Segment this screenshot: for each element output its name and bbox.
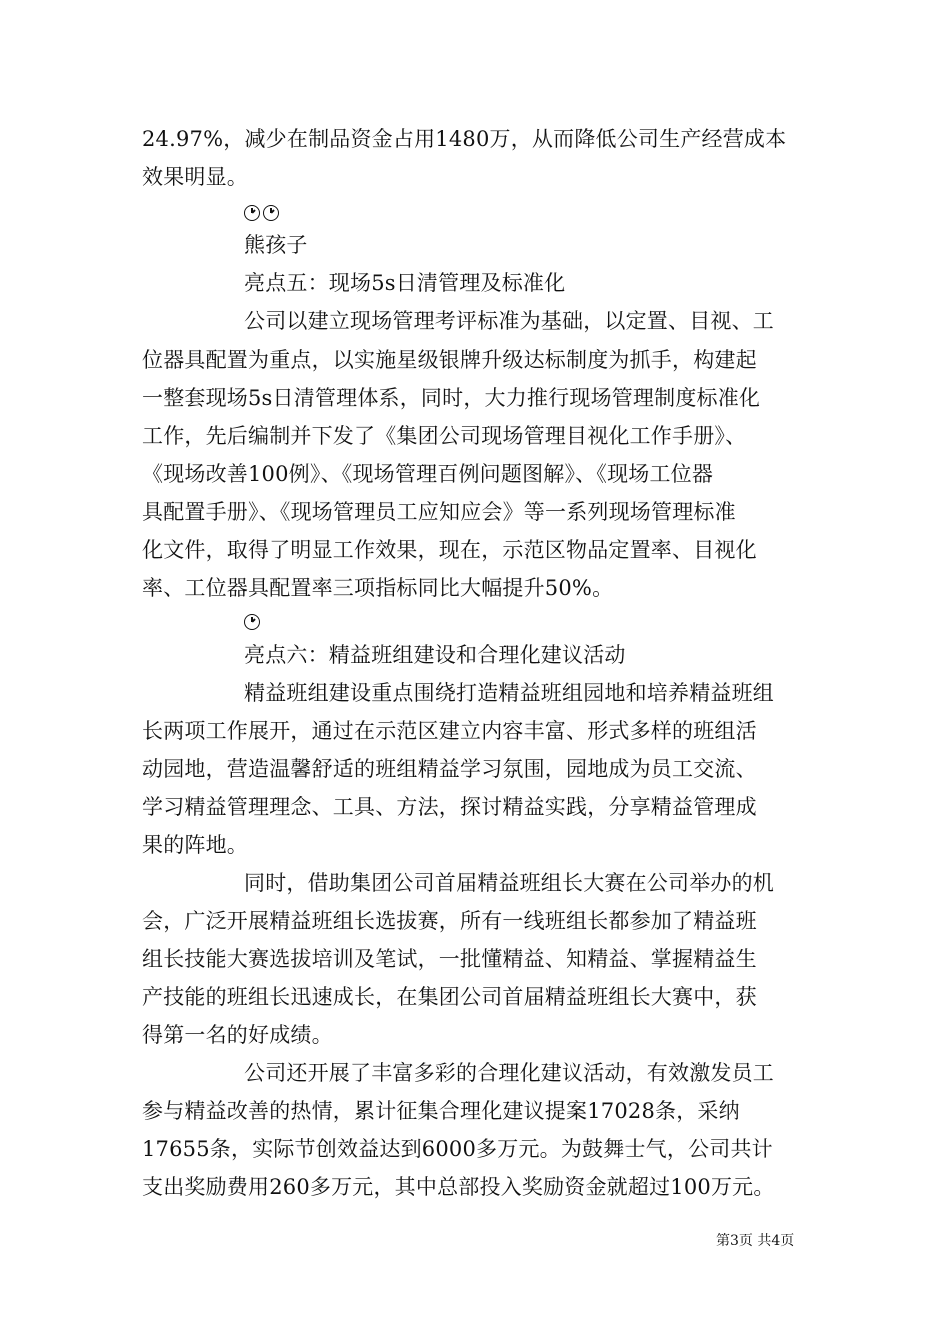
text-line: 一整套现场5s日清管理体系，同时，大力推行现场管理制度标准化 <box>142 386 761 410</box>
text-line: 参与精益改善的热情，累计征集合理化建议提案17028条，采纳 <box>142 1099 740 1123</box>
text-line: 动园地，营造温馨舒适的班组精益学习氛围，园地成为员工交流、 <box>142 757 757 781</box>
text-line: 长两项工作展开，通过在示范区建立内容丰富、形式多样的班组活 <box>142 719 757 743</box>
text-line: 位器具配置为重点，以实施星级银牌升级达标制度为抓手，构建起 <box>142 348 757 372</box>
text-line: 具配置手册》、《现场管理员工应知应会》等一系列现场管理标准 <box>142 500 736 524</box>
page-number: 第3页 共4页 <box>716 1233 795 1249</box>
text-line: 公司还开展了丰富多彩的合理化建议活动，有效激发员工 <box>244 1061 774 1085</box>
clock-icon <box>263 205 279 221</box>
text-line: 组长技能大赛选拔培训及笔试，一批懂精益、知精益、掌握精益生 <box>142 947 757 971</box>
text-line: 同时，借助集团公司首届精益班组长大赛在公司举办的机 <box>244 871 774 895</box>
text-line: 产技能的班组长迅速成长，在集团公司首届精益班组长大赛中，获 <box>142 985 757 1009</box>
text-line: 支出奖励费用260多万元，其中总部投入奖励资金就超过100万元。 <box>142 1175 775 1199</box>
clock-icon-group <box>244 196 282 226</box>
section-heading: 亮点六：精益班组建设和合理化建议活动 <box>244 643 626 667</box>
section-heading: 亮点五：现场5s日清管理及标准化 <box>244 271 566 295</box>
text-line: 熊孩子 <box>244 233 308 257</box>
clock-icon-group <box>244 605 263 635</box>
text-line: 会，广泛开展精益班组长选拔赛，所有一线班组长都参加了精益班 <box>142 909 757 933</box>
text-line: 工作，先后编制并下发了《集团公司现场管理目视化工作手册》、 <box>142 424 747 448</box>
text-line: 17655条，实际节创效益达到6000多万元。为鼓舞士气，公司共计 <box>142 1137 773 1161</box>
text-line: 精益班组建设重点围绕打造精益班组园地和培养精益班组 <box>244 681 774 705</box>
clock-icon <box>244 614 260 630</box>
text-line: 24.97%，减少在制品资金占用1480万，从而降低公司生产经营成本 <box>142 127 787 151</box>
text-line: 公司以建立现场管理考评标准为基础，以定置、目视、工 <box>244 309 774 333</box>
text-line: 学习精益管理理念、工具、方法，探讨精益实践，分享精益管理成 <box>142 795 757 819</box>
text-line: 效果明显。 <box>142 165 248 189</box>
text-line: 率、工位器具配置率三项指标同比大幅提升50%。 <box>142 576 614 600</box>
text-line: 《现场改善100例》、《现场管理百例问题图解》、《现场工位器 <box>142 462 714 486</box>
text-line: 果的阵地。 <box>142 833 248 857</box>
text-line: 化文件，取得了明显工作效果，现在，示范区物品定置率、目视化 <box>142 538 757 562</box>
text-line: 得第一名的好成绩。 <box>142 1023 333 1047</box>
clock-icon <box>244 205 260 221</box>
